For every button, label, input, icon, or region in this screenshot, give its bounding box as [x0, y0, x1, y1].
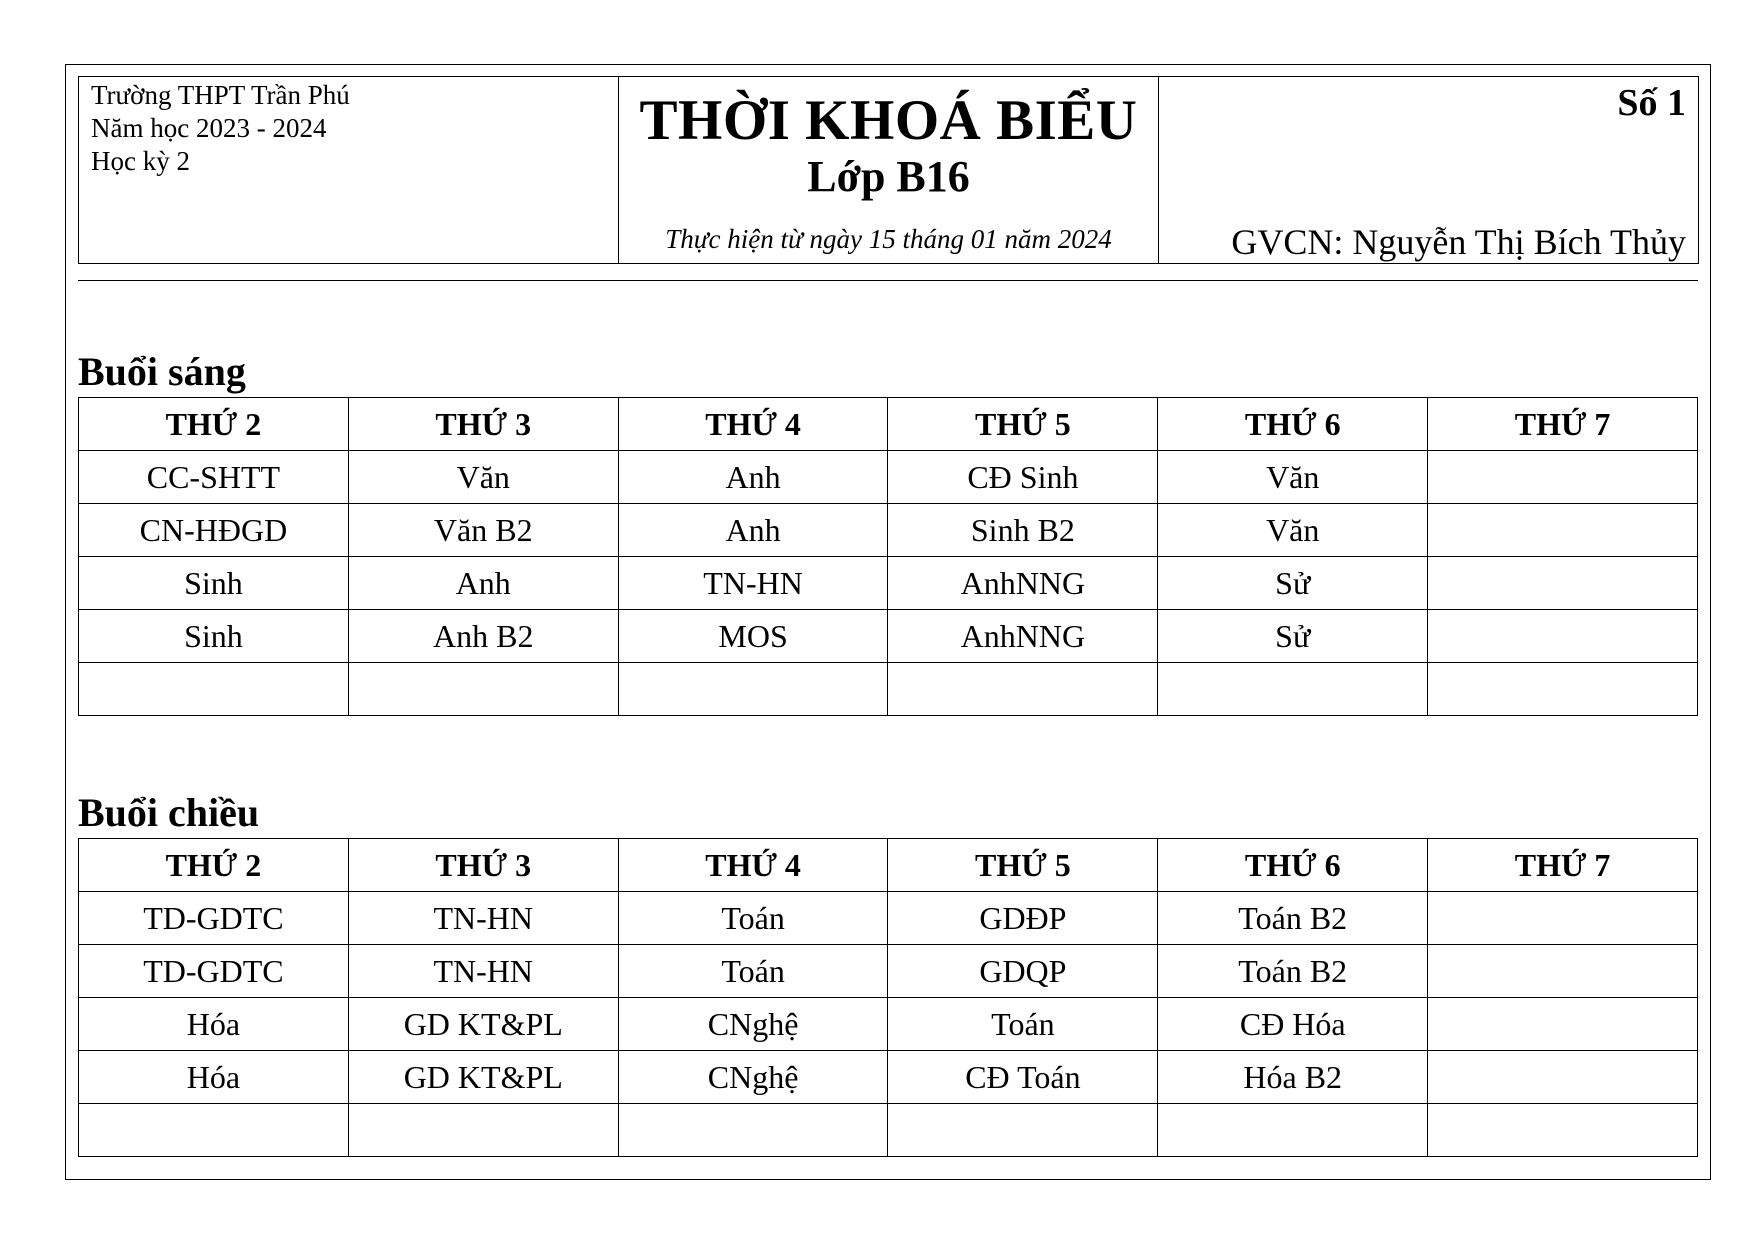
class-name: Lớp B16: [807, 152, 970, 201]
day-header: THỨ 4: [618, 398, 888, 451]
table-cell: [1158, 663, 1428, 716]
table-row: [79, 1051, 1698, 1104]
table-cell: [618, 663, 888, 716]
table-cell: Toán B2: [1158, 892, 1428, 945]
school-name: Trường THPT Trần Phú: [91, 80, 350, 110]
school-year: Năm học 2023 - 2024: [91, 113, 327, 143]
table-cell: [1428, 998, 1698, 1051]
table-cell: [1158, 1104, 1428, 1157]
table-cell: [888, 663, 1158, 716]
day-header: THỨ 2: [79, 839, 349, 892]
effective-date: Thực hiện từ ngày 15 tháng 01 năm 2024: [665, 224, 1112, 254]
table-cell: [1428, 451, 1698, 504]
table-cell: [1428, 663, 1698, 716]
table-cell: Toán B2: [1158, 945, 1428, 998]
table-cell: [1428, 892, 1698, 945]
table-cell: GD KT&PL: [348, 1051, 618, 1104]
table-cell: Anh: [618, 504, 888, 557]
table-row: [79, 610, 1698, 663]
table-cell: CĐ Hóa: [1158, 998, 1428, 1051]
table-row: [79, 892, 1698, 945]
table-cell: [79, 1104, 349, 1157]
table-row: [79, 557, 1698, 610]
table-cell: Toán: [618, 892, 888, 945]
table-row: [79, 1104, 1698, 1157]
table-cell: [1428, 1104, 1698, 1157]
table-cell: CC-SHTT: [79, 451, 349, 504]
table-cell: Sử: [1158, 610, 1428, 663]
header-row: [79, 839, 1698, 892]
day-header: THỨ 3: [348, 398, 618, 451]
table-cell: Hóa: [79, 998, 349, 1051]
table-cell: CNghệ: [618, 998, 888, 1051]
table-cell: TD-GDTC: [79, 892, 349, 945]
table-cell: Văn: [1158, 504, 1428, 557]
day-header: THỨ 4: [618, 839, 888, 892]
morning-schedule: [78, 397, 1698, 716]
school-info: [79, 77, 619, 264]
table-cell: CNghệ: [618, 1051, 888, 1104]
table-cell: [618, 1104, 888, 1157]
table-cell: GD KT&PL: [348, 998, 618, 1051]
day-header: THỨ 2: [79, 398, 349, 451]
table-cell: [1428, 945, 1698, 998]
table-row: [79, 504, 1698, 557]
semester: Học kỳ 2: [91, 146, 190, 176]
table-cell: Văn: [348, 451, 618, 504]
afternoon-title: Buổi chiều: [78, 790, 260, 835]
table-cell: GDĐP: [888, 892, 1158, 945]
day-header: THỨ 5: [888, 839, 1158, 892]
table-cell: Hóa: [79, 1051, 349, 1104]
table-cell: AnhNNG: [888, 610, 1158, 663]
table-cell: AnhNNG: [888, 557, 1158, 610]
table-cell: Văn: [1158, 451, 1428, 504]
morning-title: Buổi sáng: [78, 349, 246, 394]
day-header: THỨ 6: [1158, 398, 1428, 451]
table-cell: Toán: [618, 945, 888, 998]
timetable-title: THỜI KHOÁ BIỂU: [639, 89, 1138, 152]
table-cell: [79, 663, 349, 716]
day-header: THỨ 7: [1428, 398, 1698, 451]
table-cell: CĐ Sinh: [888, 451, 1158, 504]
table-cell: Sinh B2: [888, 504, 1158, 557]
table-cell: Văn B2: [348, 504, 618, 557]
table-cell: GDQP: [888, 945, 1158, 998]
afternoon-schedule: [78, 838, 1698, 1157]
header-row: [79, 398, 1698, 451]
day-header: THỨ 6: [1158, 839, 1428, 892]
table-cell: [1428, 1051, 1698, 1104]
table-cell: CN-HĐGD: [79, 504, 349, 557]
document-number: Số 1: [1617, 82, 1686, 124]
right-cell: [1159, 77, 1699, 264]
table-cell: TN-HN: [618, 557, 888, 610]
table-cell: [888, 1104, 1158, 1157]
table-row: [79, 945, 1698, 998]
table-row: [79, 998, 1698, 1051]
table-cell: Anh: [618, 451, 888, 504]
table-cell: Anh: [348, 557, 618, 610]
table-cell: TD-GDTC: [79, 945, 349, 998]
table-cell: [1428, 557, 1698, 610]
table-cell: [1428, 610, 1698, 663]
table-row: [79, 663, 1698, 716]
table-cell: Sử: [1158, 557, 1428, 610]
table-cell: CĐ Toán: [888, 1051, 1158, 1104]
table-cell: [348, 663, 618, 716]
table-cell: Toán: [888, 998, 1158, 1051]
day-header: THỨ 7: [1428, 839, 1698, 892]
homeroom-teacher: GVCN: Nguyễn Thị Bích Thủy: [1231, 222, 1686, 262]
table-row: [79, 451, 1698, 504]
day-header: THỨ 3: [348, 839, 618, 892]
table-cell: TN-HN: [348, 892, 618, 945]
table-cell: Anh B2: [348, 610, 618, 663]
table-cell: Hóa B2: [1158, 1051, 1428, 1104]
table-cell: Sinh: [79, 557, 349, 610]
day-header: THỨ 5: [888, 398, 1158, 451]
header-divider: [78, 280, 1698, 281]
table-cell: MOS: [618, 610, 888, 663]
header-table: [78, 76, 1699, 264]
table-cell: TN-HN: [348, 945, 618, 998]
table-cell: Sinh: [79, 610, 349, 663]
table-cell: [348, 1104, 618, 1157]
title-cell: [619, 77, 1159, 264]
table-cell: [1428, 504, 1698, 557]
